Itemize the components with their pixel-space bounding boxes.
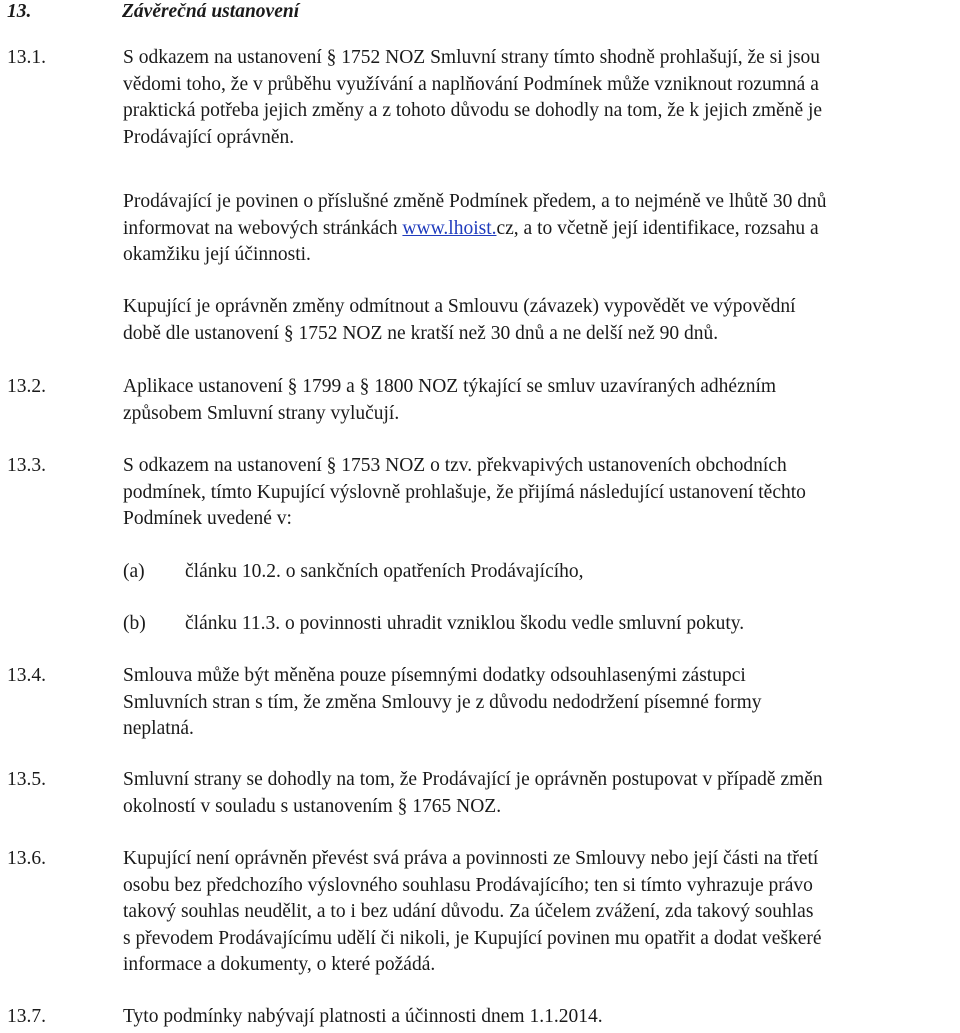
text-line: Smluvní strany se dohodly na tom, že Prodávající je oprávněn postupovat v případě změn [123, 769, 823, 790]
clause-text [123, 45, 960, 151]
clause-text [123, 663, 960, 743]
text-line: praktická potřeba jejich změny a z tohoto důvodu se dohodly na tom, že k jejich změně je [123, 100, 823, 121]
section-heading [7, 0, 299, 24]
text-line: vědomi toho, že v průběhu využívání a naplňování Podmínek může vzniknout rozumná a [123, 73, 819, 95]
clause-number: 13.1. [7, 47, 46, 68]
list-item-label: (a) [123, 561, 145, 582]
text-line: Smlouva může být měněna pouze písemnými dodatky odsouhlasenými zástupci [123, 665, 746, 686]
text-line: Prodávající je povinen o příslušné změně Podmínek předem, a to nejméně ve lhůtě 30 dnů [123, 191, 827, 212]
clause-number: 13.5. [7, 769, 46, 790]
clause-number: 13.2. [7, 376, 46, 397]
text-line: způsobem Smluvní strany vylučují. [123, 402, 400, 424]
text-line: Aplikace ustanovení § 1799 a § 1800 NOZ týkající se smluv uzavíraných adhézním [123, 376, 777, 397]
text-line: podmínek, tímto Kupující výslovně prohlašuje, že přijímá následující ustanovení těchto [123, 481, 806, 503]
text-line [123, 216, 960, 243]
text-line: Smluvních stran s tím, že změna Smlouvy je z důvodu nedodržení písemné formy [123, 691, 762, 713]
text-line: Prodávající oprávněn. [123, 126, 295, 148]
text-line: okolností v souladu s ustanovením § 1765 NOZ. [123, 795, 502, 817]
text-line: s převodem Prodávajícímu udělí či nikoli, je Kupující povinen mu opatřit a dodat veškeré [123, 927, 822, 949]
list-item-text: článku 11.3. o povinnosti uhradit vzniklou škodu vedle smluvní pokuty. [185, 613, 745, 634]
text-line: S odkazem na ustanovení § 1753 NOZ o tzv. překvapivých ustanoveních obchodních [123, 455, 787, 476]
text-line: době dle ustanovení § 1752 NOZ ne kratší než 30 dnů a ne delší než 90 dnů. [123, 322, 719, 344]
section-number: 13. [7, 1, 32, 22]
clause-13-1-paragraph-3 [123, 294, 960, 347]
clause-13-1-paragraph-2 [123, 189, 960, 269]
clause-number: 13.3. [7, 455, 46, 476]
text-line: osobu bez předchozího výslovného souhlasu Prodávajícího; ten si tímto vyhrazuje právo [123, 874, 813, 896]
text-line: Kupující není oprávněn převést svá práva a povinnosti ze Smlouvy nebo její části na třetí [123, 848, 819, 869]
list-item-text: článku 10.2. o sankčních opatřeních Prodávajícího, [185, 561, 584, 582]
text-line: S odkazem na ustanovení § 1752 NOZ Smluvní strany tímto shodně prohlašují, že si jsou [123, 47, 821, 68]
text-line: Tyto podmínky nabývají platnosti a účinnosti dnem 1.1.2014. [123, 1006, 603, 1027]
clause-text [123, 453, 960, 533]
clause-number: 13.6. [7, 848, 46, 869]
clause-number: 13.7. [7, 1006, 46, 1027]
text-line: informace a dokumenty, o které požádá. [123, 954, 436, 975]
text-line: okamžiku její účinnosti. [123, 244, 311, 265]
website-link[interactable]: www.lhoist. [402, 217, 497, 239]
section-title: Závěrečná ustanovení [122, 1, 300, 22]
text-segment: cz, a to včetně její identifikace, rozsahu a [496, 217, 819, 239]
text-line: Kupující je oprávněn změny odmítnout a Smlouvu (závazek) vypovědět ve výpovědní [123, 296, 796, 317]
clause-text [123, 374, 960, 427]
clause-text [123, 1004, 960, 1031]
clause-number: 13.4. [7, 665, 46, 686]
text-segment: informovat na webových stránkách [123, 217, 403, 239]
clause-text [123, 846, 960, 979]
clause-text [123, 767, 960, 820]
text-line: neplatná. [123, 718, 194, 739]
list-item-label: (b) [123, 613, 146, 634]
text-line: Podmínek uvedené v: [123, 508, 292, 529]
text-line: takový souhlas neudělit, a to i bez udání důvodu. Za účelem zvážení, zda takový souhlas [123, 901, 814, 922]
